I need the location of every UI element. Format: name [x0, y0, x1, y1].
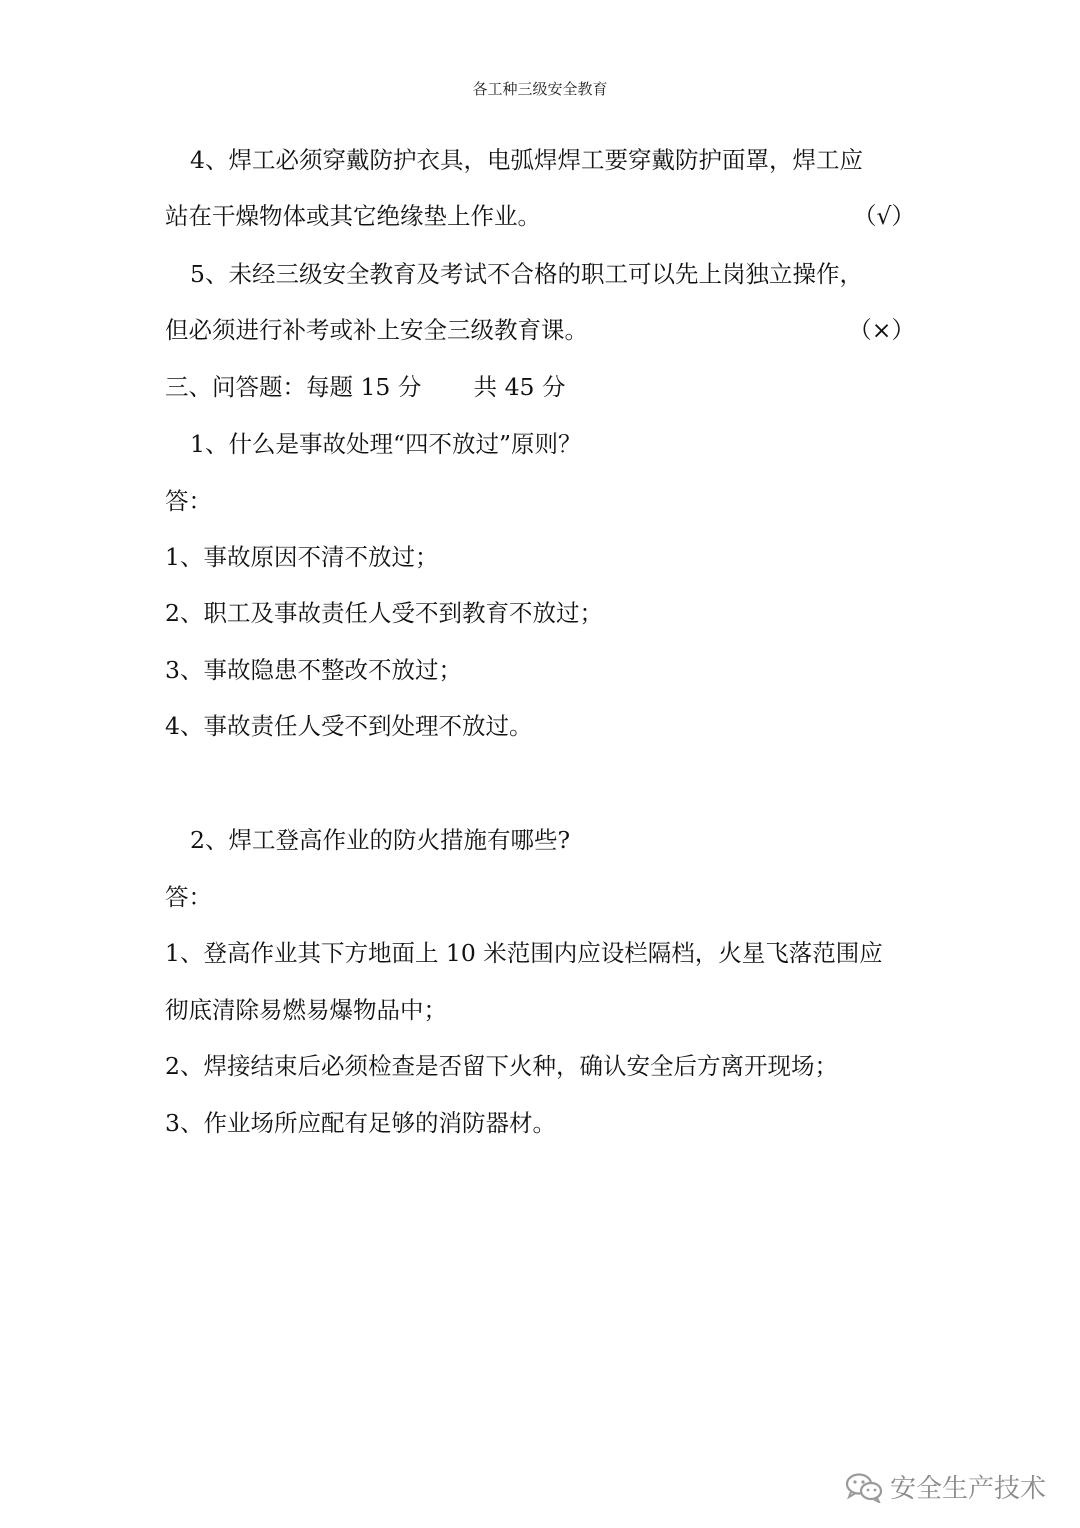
q1-question: 1、什么是事故处理“四不放过”原则？ — [190, 430, 582, 458]
watermark — [844, 1468, 1046, 1505]
item4-line2: 站在干燥物体或其它绝缘垫上作业。 — [165, 202, 541, 230]
q2-question: 2、焊工登高作业的防火措施有哪些? — [190, 826, 571, 854]
section3-heading: 三、问答题：每题 15 分 共 45 分 — [165, 373, 566, 401]
wechat-icon — [844, 1471, 884, 1503]
q2-answer-1b: 彻底清除易燃易爆物品中； — [165, 996, 447, 1024]
item5-line1: 5、未经三级安全教育及考试不合格的职工可以先上岗独立操作， — [190, 260, 863, 288]
item5-line2-row — [165, 315, 917, 345]
q1-answer-label: 答： — [165, 487, 212, 515]
q2-answer-label: 答： — [165, 883, 212, 911]
item4-answer-mark: （√） — [853, 202, 915, 230]
watermark-text: 安全生产技术 — [889, 1474, 1046, 1504]
q1-answer-2: 2、职工及事故责任人受不到教育不放过； — [165, 599, 603, 627]
item5-answer-mark: （×） — [848, 316, 915, 344]
q1-answer-4: 4、事故责任人受不到处理不放过。 — [165, 712, 533, 740]
item4-line1: 4、焊工必须穿戴防护衣具，电弧焊焊工要穿戴防护面罩，焊工应 — [190, 146, 863, 174]
q1-answer-3: 3、事故隐患不整改不放过； — [165, 656, 462, 684]
page-header: 各工种三级安全教育 — [472, 80, 608, 98]
item5-line2: 但必须进行补考或补上安全三级教育课。 — [165, 316, 588, 344]
q2-answer-1a: 1、登高作业其下方地面上 10 米范围内应设栏隔档，火星飞落范围应 — [165, 939, 883, 967]
q2-answer-3: 3、作业场所应配有足够的消防器材。 — [165, 1109, 556, 1137]
item4-line2-row — [165, 201, 917, 231]
q2-answer-2: 2、焊接结束后必须检查是否留下火种，确认安全后方离开现场； — [165, 1052, 838, 1080]
q1-answer-1: 1、事故原因不清不放过； — [165, 543, 439, 571]
